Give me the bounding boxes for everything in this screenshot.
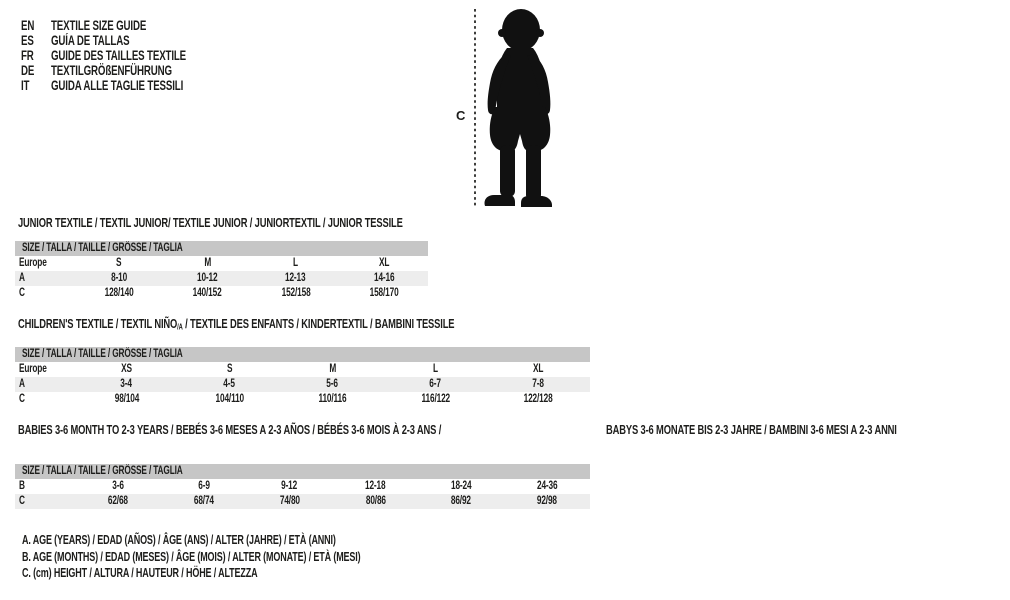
legend bbox=[22, 532, 492, 582]
table-cell: XS bbox=[121, 363, 132, 375]
size-table-block bbox=[15, 241, 428, 301]
language-code: EN bbox=[21, 18, 35, 33]
table-cell: 4-5 bbox=[223, 378, 236, 390]
language-title: TEXTILE SIZE GUIDE bbox=[51, 18, 147, 33]
language-row bbox=[21, 33, 239, 48]
baby-figure bbox=[456, 7, 569, 209]
row-label-cell: C bbox=[19, 287, 25, 299]
table-cell: 110/116 bbox=[318, 393, 347, 405]
section-title bbox=[18, 422, 1010, 437]
table-cell: 14-16 bbox=[373, 272, 395, 284]
table-row bbox=[15, 286, 428, 301]
table-row bbox=[15, 377, 590, 392]
row-label-cell: A bbox=[19, 378, 25, 390]
table-cell: 6-9 bbox=[197, 480, 210, 492]
table-row bbox=[15, 392, 590, 407]
table-cell: 122/128 bbox=[524, 393, 553, 405]
size-header-label: SIZE / TALLA / TAILLE / GRÖSSE / TAGLIA bbox=[22, 242, 183, 254]
table-cell: 62/68 bbox=[107, 495, 128, 507]
section-title bbox=[18, 215, 552, 230]
section-title bbox=[18, 316, 624, 334]
table-cell: L bbox=[433, 363, 438, 375]
table-row bbox=[15, 362, 590, 377]
language-row bbox=[21, 63, 239, 78]
section-title-line: JUNIOR TEXTILE / TEXTIL JUNIOR/ TEXTILE JUNIOR / JUNIORTEXTIL / JUNIOR TESSILE bbox=[18, 215, 403, 230]
size-header bbox=[15, 464, 590, 479]
table-cell: XL bbox=[378, 257, 390, 269]
table-cell: 3-4 bbox=[120, 378, 133, 390]
table-cell: 7-8 bbox=[532, 378, 545, 390]
language-list bbox=[21, 18, 239, 93]
language-title: TEXTILGRÖßENFÜHRUNG bbox=[51, 63, 172, 78]
table-cell: 3-6 bbox=[112, 480, 124, 492]
table-cell: 10-12 bbox=[197, 272, 218, 284]
table-cell: 68/74 bbox=[193, 495, 214, 507]
table-cell: XL bbox=[533, 363, 544, 375]
table-cell: 9-12 bbox=[281, 480, 298, 492]
language-code: IT bbox=[21, 78, 30, 93]
table-cell: M bbox=[203, 257, 211, 269]
table-row bbox=[15, 494, 590, 509]
table-cell: 80/86 bbox=[365, 495, 386, 507]
section-title-line: BABIES 3-6 MONTH TO 2-3 YEARS / BEBÉS 3-6 MESES A 2-3 AÑOS / BÉBÉS 3-6 MOIS À 2-3 ANS / bbox=[18, 422, 442, 437]
table-cell: 92/98 bbox=[537, 495, 558, 507]
table-cell: 24-36 bbox=[536, 480, 558, 492]
row-label-cell: Europe bbox=[19, 257, 47, 269]
table-cell: 116/122 bbox=[421, 393, 450, 405]
language-row bbox=[21, 18, 239, 33]
table-row bbox=[15, 271, 428, 286]
table-cell: 158/170 bbox=[369, 287, 399, 299]
table-cell: 152/158 bbox=[281, 287, 311, 299]
table-cell: 98/104 bbox=[114, 393, 139, 405]
table-cell: M bbox=[329, 363, 336, 375]
table-cell: 6-7 bbox=[429, 378, 442, 390]
legend-line-b: B. AGE (MONTHS) / EDAD (MESES) / ÂGE (MOIS) / ALTER (MONATE) / ETÀ (MESI) bbox=[22, 549, 361, 564]
size-header-label: SIZE / TALLA / TAILLE / GRÖSSE / TAGLIA bbox=[22, 465, 183, 477]
table-cell: 128/140 bbox=[104, 287, 134, 299]
table-cell: 12-13 bbox=[285, 272, 306, 284]
row-label-cell: A bbox=[19, 272, 25, 284]
row-label-cell: C bbox=[19, 393, 25, 405]
table-cell: 5-6 bbox=[326, 378, 339, 390]
size-header bbox=[15, 241, 428, 256]
size-table bbox=[15, 479, 590, 509]
size-table bbox=[15, 256, 428, 301]
section-title-line: BABYS 3-6 MONATE BIS 2-3 JAHRE / BAMBINI 3-6 MESI A 2-3 ANNI bbox=[605, 422, 897, 437]
language-code: FR bbox=[21, 48, 34, 63]
row-label-cell: Europe bbox=[19, 363, 47, 375]
language-title: GUIDE DES TAILLES TEXTILE bbox=[51, 48, 187, 63]
language-code: DE bbox=[21, 63, 35, 78]
legend-line-a: A. AGE (YEARS) / EDAD (AÑOS) / ÂGE (ANS) / ALTER (JAHRE) / ETÀ (ANNI) bbox=[22, 533, 336, 547]
size-table bbox=[15, 362, 590, 407]
row-label-cell: B bbox=[19, 480, 25, 492]
height-label-c: C bbox=[456, 108, 466, 123]
language-code: ES bbox=[21, 33, 34, 48]
size-table-block bbox=[15, 464, 590, 509]
row-label-cell: C bbox=[19, 495, 25, 507]
table-row bbox=[15, 479, 590, 494]
language-row bbox=[21, 48, 239, 63]
table-cell: S bbox=[116, 257, 122, 269]
table-cell: 104/110 bbox=[215, 393, 244, 405]
table-cell: S bbox=[226, 363, 233, 375]
table-cell: 18-24 bbox=[450, 480, 472, 492]
table-row bbox=[15, 256, 428, 271]
table-cell: 8-10 bbox=[111, 272, 128, 284]
language-row bbox=[21, 78, 239, 93]
size-header-label: SIZE / TALLA / TAILLE / GRÖSSE / TAGLIA bbox=[22, 348, 183, 360]
size-header bbox=[15, 347, 590, 362]
table-cell: 12-18 bbox=[365, 480, 386, 492]
language-title: GUIDA ALLE TAGLIE TESSILI bbox=[51, 78, 184, 93]
size-table-block bbox=[15, 347, 590, 407]
baby-silhouette-icon bbox=[469, 7, 569, 209]
table-cell: L bbox=[293, 257, 299, 269]
language-title: GUÍA DE TALLAS bbox=[51, 33, 130, 48]
table-cell: 74/80 bbox=[279, 495, 300, 507]
table-cell: 86/92 bbox=[451, 495, 472, 507]
section-title-line: CHILDREN'S TEXTILE / TEXTIL NIÑO/A / TEXTILE DES ENFANTS / KINDERTEXTIL / BAMBINI TESSILE bbox=[18, 316, 455, 332]
legend-line-c: C. (cm) HEIGHT / ALTURA / HAUTEUR / HÖHE / ALTEZZA bbox=[22, 566, 258, 580]
table-cell: 140/152 bbox=[192, 287, 222, 299]
